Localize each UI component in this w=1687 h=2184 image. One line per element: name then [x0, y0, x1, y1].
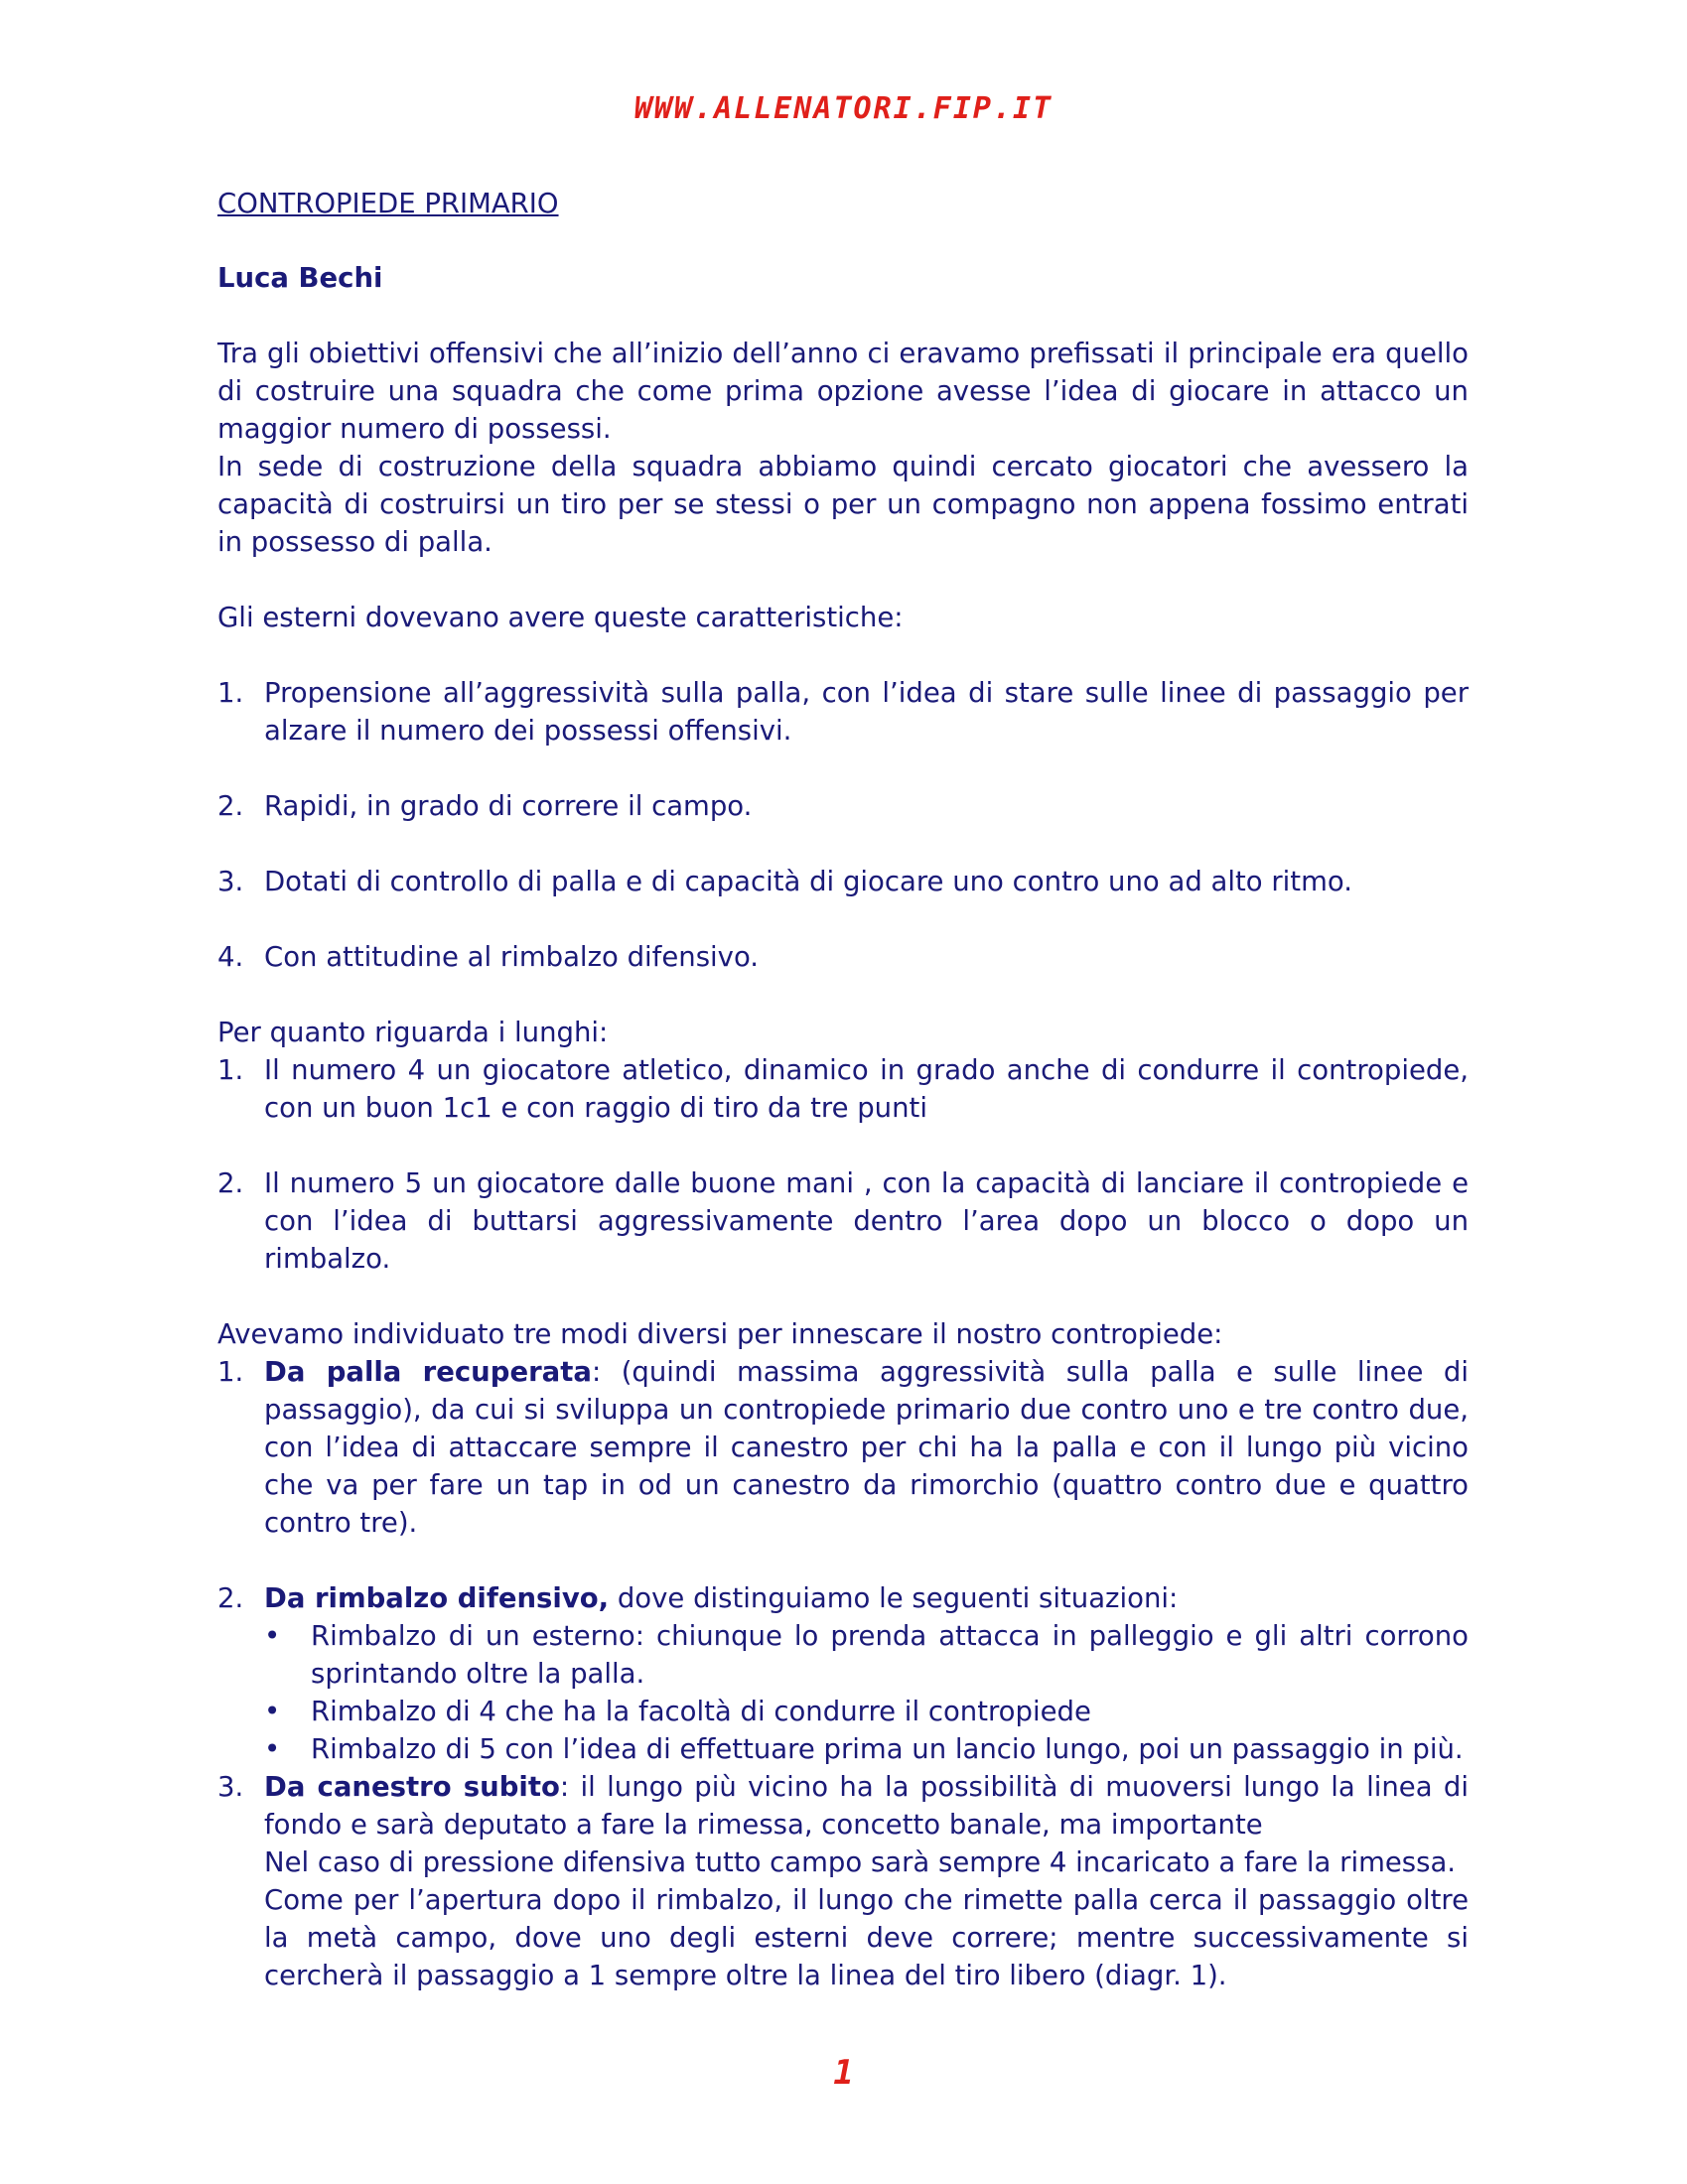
sub-list-text: Rimbalzo di un esterno: chiunque lo prenda attacca in palleggio e gli altri corrono sprintando oltre la palla. [311, 1620, 1469, 1690]
intro-paragraph-2: In sede di costruzione della squadra abbiamo quindi cercato giocatori che avessero la capacità di costruirsi un tiro per se stessi o per un compagno non appena fossimo entrati in possesso di palla. [217, 451, 1469, 558]
bullet-icon: • [264, 1620, 281, 1652]
list-item [217, 938, 1469, 976]
list-number: 1. [217, 1356, 244, 1388]
list-text [264, 1768, 1469, 1994]
sub-list-item [217, 1730, 1469, 1768]
list-bold-label: Da rimbalzo difensivo, [264, 1582, 610, 1614]
list-number: 2. [217, 790, 244, 822]
sub-bullet-list [217, 1617, 1469, 1768]
list-item [217, 674, 1469, 750]
list-item [217, 1579, 1469, 1768]
list-text: Dotati di controllo di palla e di capacità di giocare uno contro uno ad alto ritmo. [264, 866, 1352, 897]
list-number: 3. [217, 1771, 244, 1803]
document-body [217, 185, 1469, 1994]
list-item [217, 1051, 1469, 1127]
list-body-line-2: Nel caso di pressione difensiva tutto campo sarà sempre 4 incaricato a fare la rimessa. [264, 1846, 1457, 1878]
list-text: Propensione all’aggressività sulla palla, con l’idea di stare sulle linee di passaggio per alzare il numero dei possessi offensivi. [264, 677, 1469, 747]
list-body: : (quindi massima aggressività sulla palla e sulle linee di passaggio), da cui si sviluppa un contropiede primario due contro uno e tre contro due, con l’idea di attaccare sempre il canestro per chi ha la palla e con il lungo più vicino che va per fare un tap in od un canestro da rimorchio (quattro contro due e quattro contro tre). [264, 1356, 1470, 1539]
intro-paragraph-1: Tra gli obiettivi offensivi che all’inizio dell’anno ci eravamo prefissati il principale era quello di costruire una squadra che come prima opzione avesse l’idea di giocare in attacco un maggior numero di possessi. [217, 338, 1469, 445]
list-bold-label: Da palla recuperata [264, 1356, 592, 1388]
list-text: Con attitudine al rimbalzo difensivo. [264, 941, 760, 973]
list-text: Il numero 5 un giocatore dalle buone mani , con la capacità di lanciare il contropiede e con l’idea di buttarsi aggressivamente dentro l’area dopo un blocco o dopo un rimbalzo. [264, 1167, 1469, 1275]
esterni-list [217, 674, 1469, 976]
list-number: 1. [217, 677, 244, 709]
page-number: 1 [833, 2053, 854, 2093]
lunghi-list [217, 1051, 1469, 1278]
list-item [217, 1353, 1469, 1542]
site-header: WWW.ALLENATORI.FIP.IT [633, 91, 1054, 126]
list-text: Il numero 4 un giocatore atletico, dinamico in grado anche di condurre il contropiede, con un buon 1c1 e con raggio di tiro da tre punti [264, 1054, 1469, 1124]
list-number: 4. [217, 941, 244, 973]
list-bold-label: Da canestro subito [264, 1771, 560, 1803]
list-item [217, 787, 1469, 825]
list-number: 2. [217, 1167, 244, 1199]
sub-list-text: Rimbalzo di 5 con l’idea di effettuare prima un lancio lungo, poi un passaggio in più. [311, 1733, 1464, 1765]
list-text: Rapidi, in grado di correre il campo. [264, 790, 753, 822]
author-name: Luca Bechi [217, 262, 383, 294]
list-text [264, 1353, 1469, 1542]
bullet-icon: • [264, 1696, 281, 1727]
list-body: : il lungo più vicino ha la possibilità di muoversi lungo la linea di fondo e sarà deputato a fare la rimessa, concetto banale, ma importante [264, 1771, 1469, 1841]
list-body: dove distinguiamo le seguenti situazioni: [609, 1582, 1179, 1614]
bullet-icon: • [264, 1733, 281, 1765]
document-title: CONTROPIEDE PRIMARIO [217, 188, 559, 219]
list-number: 3. [217, 866, 244, 897]
list-number: 1. [217, 1054, 244, 1086]
esterni-heading: Gli esterni dovevano avere queste caratteristiche: [217, 602, 904, 633]
lunghi-heading: Per quanto riguarda i lunghi: [217, 1017, 609, 1048]
modi-heading: Avevamo individuato tre modi diversi per innescare il nostro contropiede: [217, 1318, 1223, 1350]
sub-list-text: Rimbalzo di 4 che ha la facoltà di condurre il contropiede [311, 1696, 1091, 1727]
list-item [217, 1768, 1469, 1994]
modi-list [217, 1353, 1469, 1994]
list-number: 2. [217, 1582, 244, 1614]
sub-list-item [217, 1693, 1469, 1730]
list-item [217, 863, 1469, 900]
list-text [264, 1579, 1469, 1768]
list-item [217, 1164, 1469, 1278]
list-body-line-3: Come per l’apertura dopo il rimbalzo, il lungo che rimette palla cerca il passaggio oltre la metà campo, dove uno degli esterni deve correre; mentre successivamente si cercherà il passaggio a 1 sempre oltre la linea del tiro libero (diagr. 1). [264, 1884, 1469, 1991]
sub-list-item [217, 1617, 1469, 1693]
